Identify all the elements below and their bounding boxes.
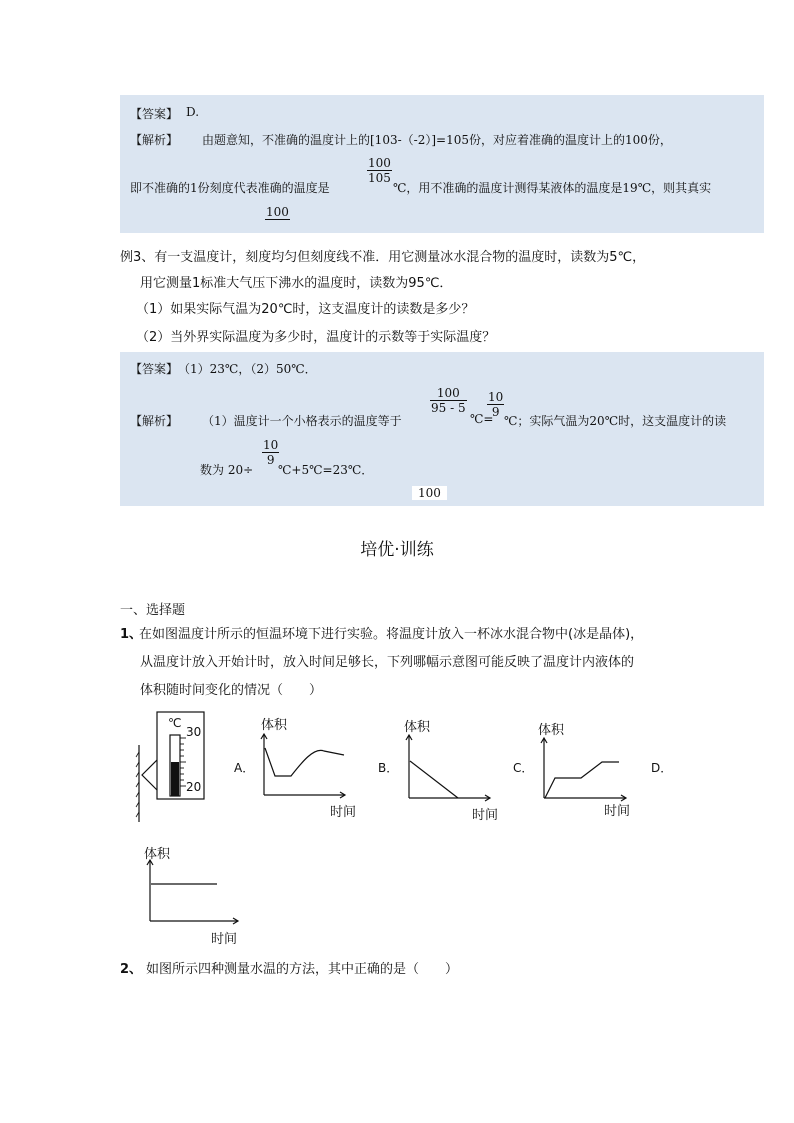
graph-d	[147, 860, 238, 924]
fraction-denominator: 9	[266, 453, 275, 467]
question-1-line-3: 体积随时间变化的情况（ ）	[140, 683, 323, 698]
graph-b	[406, 735, 490, 801]
stray-fraction-box: 100	[412, 486, 447, 500]
option-a-label[interactable]: A．	[234, 761, 255, 775]
graph-c-ylabel: 体积	[538, 723, 565, 738]
fraction-numerator: 100	[368, 156, 391, 170]
question-1-number: 1、	[120, 627, 143, 642]
thermometer-unit: ℃	[168, 716, 182, 730]
option-c-label[interactable]: C．	[513, 761, 534, 775]
fraction-denominator: 105	[368, 171, 391, 185]
example-3-title: 例3、有一支温度计，刻度均匀但刻度线不准．用它测量冰水混合物的温度时，读数为5℃，	[120, 250, 646, 265]
question-1-line-1: 在如图温度计所示的恒温环境下进行实验。将温度计放入一杯冰水混合物中(冰是晶体)，	[139, 627, 644, 642]
example-3-question-2: （2）当外界实际温度为多少时，温度计的示数等于实际温度？	[136, 330, 496, 345]
analysis-line-1b: ℃=	[470, 412, 494, 426]
graph-a-xlabel: 时间	[330, 805, 357, 820]
thermometer-mark-30: 30	[186, 725, 202, 739]
example-3-line-2: 用它测量1标准大气压下沸水的温度时，读数为95℃．	[140, 276, 453, 291]
graph-a-ylabel: 体积	[261, 718, 288, 733]
analysis-label: 【解析】	[130, 133, 179, 147]
fraction-denominator: 9	[491, 405, 500, 419]
answer-value: （1）23℃，（2）50℃．	[178, 362, 317, 376]
analysis-line-1: 由题意知，不准确的温度计上的[103-（-2）]=105份，对应着准确的温度计上的100份，	[202, 133, 672, 147]
option-b-label[interactable]: B．	[378, 761, 399, 775]
question-2-number: 2、	[120, 962, 143, 977]
graph-c	[541, 738, 626, 801]
analysis-line-2b: ℃，用不准确的温度计测得某液体的温度是19℃，则其真实	[393, 181, 712, 195]
graph-c-xlabel: 时间	[604, 804, 631, 819]
analysis-label: 【解析】	[130, 414, 179, 428]
fraction-numerator: 100	[430, 386, 467, 401]
graph-b-ylabel: 体积	[404, 720, 431, 735]
graph-a	[261, 734, 345, 798]
thermometer-liquid	[171, 762, 179, 796]
question-1-line-2: 从温度计放入开始计时，放入时间足够长，下列哪幅示意图可能反映了温度计内液体的	[140, 655, 635, 670]
mount-bracket	[142, 760, 157, 790]
answer-value: D.	[186, 105, 200, 119]
thermometer-ticks	[180, 738, 186, 786]
graph-d-xlabel: 时间	[211, 932, 238, 947]
option-d-label[interactable]: D．	[651, 761, 673, 775]
fraction-numerator: 100	[266, 205, 289, 219]
question-2-text: 如图所示四种测量水温的方法，其中正确的是（ ）	[146, 962, 459, 977]
section-title: 培优·训练	[360, 540, 434, 560]
answer-label: 【答案】	[130, 362, 179, 376]
thermometer-mark-20: 20	[186, 780, 202, 794]
analysis-line-1c: ℃；实际气温为20℃时，这支温度计的读	[504, 414, 727, 428]
analysis-line-2a: 数为 20÷	[200, 463, 254, 477]
fraction-numerator: 10	[263, 438, 279, 452]
fraction-numerator: 10	[488, 390, 504, 404]
analysis-line-1a: （1）温度计一个小格表示的温度等于	[202, 414, 402, 428]
answer-label: 【答案】	[130, 107, 179, 121]
analysis-line-2b: ℃+5℃=23℃．	[278, 463, 374, 477]
fraction-denominator: 95 - 5	[431, 401, 466, 415]
section-heading-choice: 一、选择题	[120, 603, 186, 618]
analysis-line-2a: 即不准确的1份刻度代表准确的温度是	[130, 181, 330, 195]
example-3-question-1: （1）如果实际气温为20℃时，这支温度计的读数是多少？	[136, 302, 475, 317]
graph-b-xlabel: 时间	[472, 808, 499, 823]
graph-d-ylabel: 体积	[144, 847, 171, 862]
